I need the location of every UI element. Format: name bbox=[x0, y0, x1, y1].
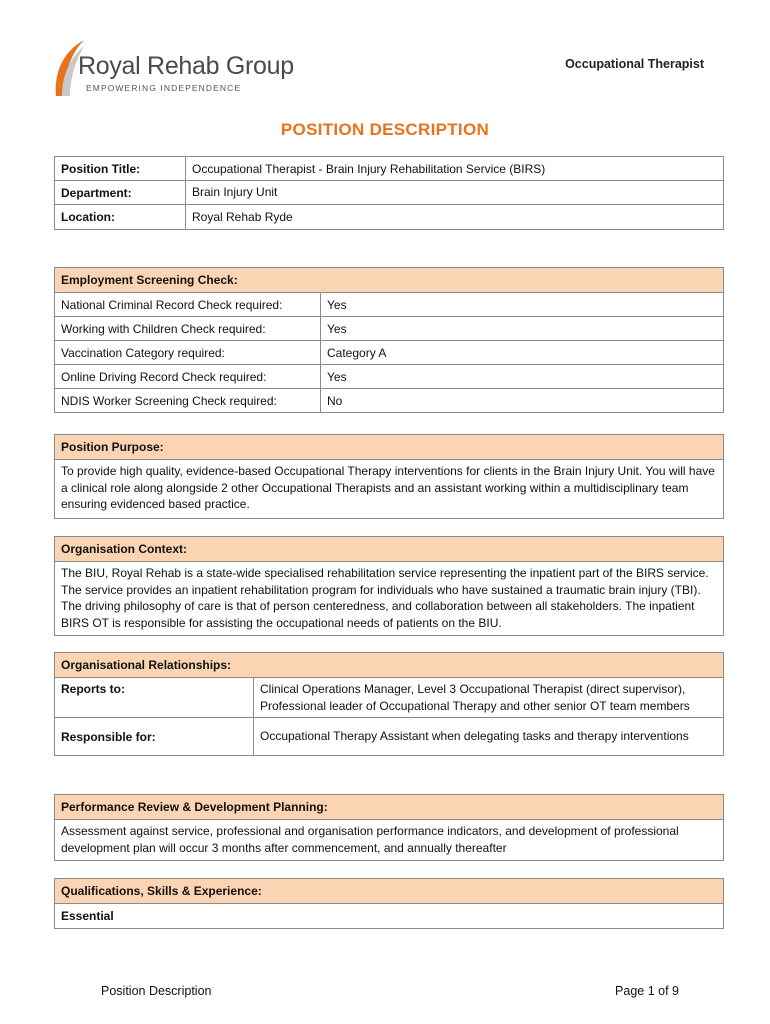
relationships-heading: Organisational Relationships: bbox=[55, 653, 724, 678]
qualifications-table bbox=[54, 878, 724, 929]
responsible-for-value: Occupational Therapy Assistant when delegating tasks and therapy interventions bbox=[254, 718, 724, 756]
screening-value: No bbox=[321, 389, 724, 413]
page-title: POSITION DESCRIPTION bbox=[280, 120, 490, 139]
qualifications-subheading: Essential bbox=[55, 904, 724, 929]
purpose-table bbox=[54, 434, 724, 519]
screening-label: NDIS Worker Screening Check required: bbox=[55, 389, 321, 413]
screening-label: Online Driving Record Check required: bbox=[55, 365, 321, 389]
screening-value: Yes bbox=[321, 365, 724, 389]
review-text: Assessment against service, professional and organisation performance indicators, and development of professional development plan will occur 3 months after commencement, and annually thereafter bbox=[55, 820, 724, 861]
purpose-text: To provide high quality, evidence-based Occupational Therapy interventions for clients in the Brain Injury Unit. You will have a clinical role along alongside 2 other Occupational Therapists and an assistant working within a multidisciplinary team ensuring evidenced based practice. bbox=[55, 460, 724, 519]
reports-to-label: Reports to: bbox=[55, 678, 254, 718]
position-title-value: Occupational Therapist - Brain Injury Rehabilitation Service (BIRS) bbox=[186, 157, 724, 181]
company-logo bbox=[50, 38, 310, 98]
screening-heading: Employment Screening Check: bbox=[55, 268, 724, 293]
table-row bbox=[55, 317, 724, 341]
context-table bbox=[54, 536, 724, 636]
review-table bbox=[54, 794, 724, 861]
logo-name: Royal Rehab Group bbox=[78, 52, 294, 80]
purpose-heading: Position Purpose: bbox=[55, 435, 724, 460]
relationships-table bbox=[54, 652, 724, 756]
screening-table bbox=[54, 267, 724, 413]
screening-value: Category A bbox=[321, 341, 724, 365]
screening-label: National Criminal Record Check required: bbox=[55, 293, 321, 317]
page-number: Page 1 of 9 bbox=[615, 984, 679, 998]
position-details-table bbox=[54, 156, 724, 230]
logo-tagline: EMPOWERING INDEPENDENCE bbox=[86, 83, 242, 93]
screening-value: Yes bbox=[321, 293, 724, 317]
table-row bbox=[55, 365, 724, 389]
review-heading: Performance Review & Development Planning: bbox=[55, 795, 724, 820]
header-role: Occupational Therapist bbox=[565, 57, 704, 71]
location-label: Location: bbox=[55, 205, 186, 230]
screening-label: Vaccination Category required: bbox=[55, 341, 321, 365]
context-text: The BIU, Royal Rehab is a state-wide specialised rehabilitation service representing the inpatient part of the BIRS service. The service provides an inpatient rehabilitation program for individuals who have sustained a traumatic brain injury (TBI). The driving philosophy of care is that of person centeredness, and collaboration between all stakeholders. The inpatient BIRS OT is responsible for assisting the occupational needs of patients on the BIU. bbox=[55, 562, 724, 636]
position-title-label: Position Title: bbox=[55, 157, 186, 181]
screening-value: Yes bbox=[321, 317, 724, 341]
context-heading: Organisation Context: bbox=[55, 537, 724, 562]
table-row bbox=[55, 341, 724, 365]
footer-label: Position Description bbox=[101, 984, 212, 998]
reports-to-value: Clinical Operations Manager, Level 3 Occupational Therapist (direct supervisor), Professional leader of Occupational Therapy and other senior OT team members bbox=[254, 678, 724, 718]
qualifications-heading: Qualifications, Skills & Experience: bbox=[55, 879, 724, 904]
location-value: Royal Rehab Ryde bbox=[186, 205, 724, 230]
table-row bbox=[55, 293, 724, 317]
department-label: Department: bbox=[55, 181, 186, 205]
department-value: Brain Injury Unit bbox=[186, 181, 724, 205]
responsible-for-label: Responsible for: bbox=[55, 718, 254, 756]
table-row bbox=[55, 389, 724, 413]
screening-label: Working with Children Check required: bbox=[55, 317, 321, 341]
